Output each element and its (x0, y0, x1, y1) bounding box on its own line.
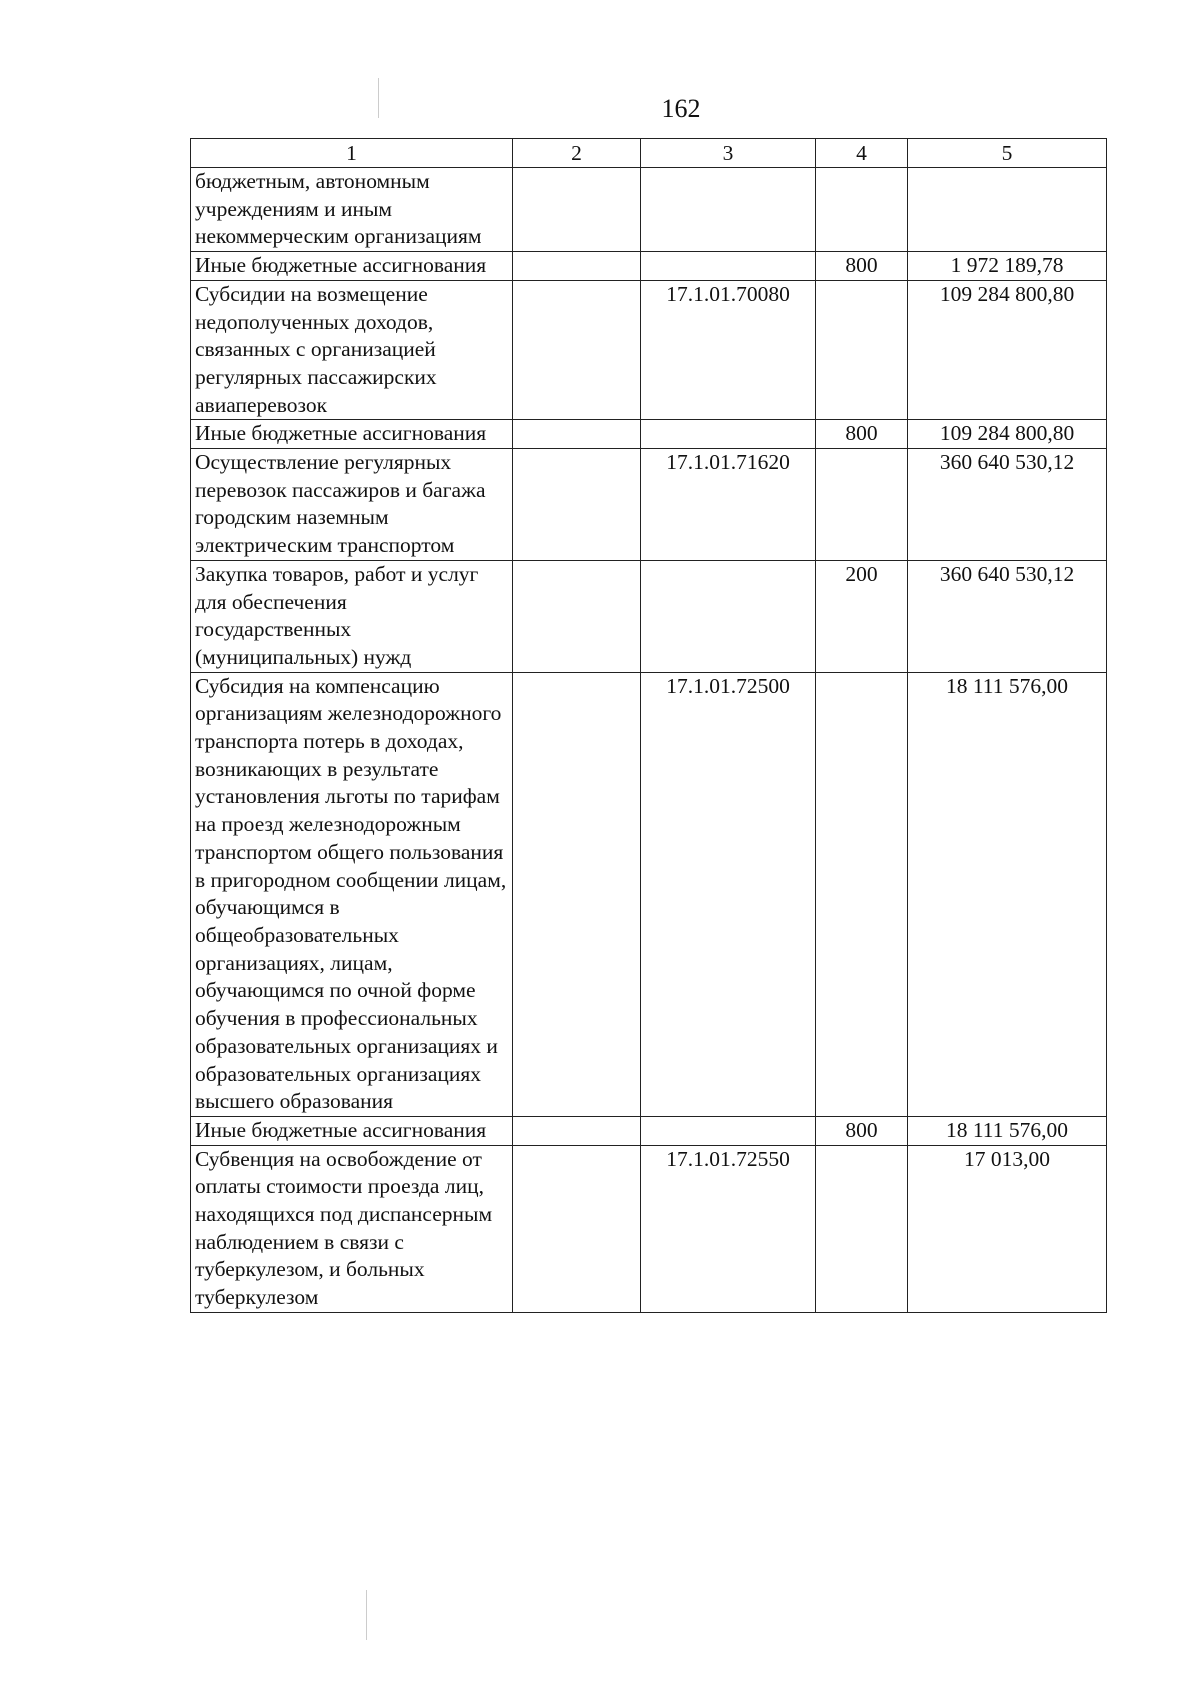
item-col2 (513, 449, 641, 561)
item-sum: 18 111 576,00 (908, 672, 1107, 1116)
column-header: 5 (908, 139, 1107, 168)
item-name: Осуществление регулярных перевозок пассажиров и багажа городским наземным электрическим транспортом (191, 449, 513, 561)
column-header: 2 (513, 139, 641, 168)
item-name: Субсидия на компенсацию организациям железнодорожного транспорта потерь в доходах, возникающих в результате установления льготы по тарифам на проезд железнодорожным транспортом общего пользования в пригородном сообщении лицам, обучающимся в общеобразовательных организациях, лицам, обучающимся по очной форме обучения в профессиональных образовательных организациях и образовательных организациях высшего образования (191, 672, 513, 1116)
item-name: Иные бюджетные ассигнования (191, 1116, 513, 1145)
item-sum (908, 168, 1107, 252)
item-expense-type (816, 168, 908, 252)
item-sum: 109 284 800,80 (908, 280, 1107, 420)
item-name: Субсидии на возмещение недополученных доходов, связанных с организацией регулярных пассажирских авиаперевозок (191, 280, 513, 420)
item-sum: 109 284 800,80 (908, 420, 1107, 449)
item-code (641, 560, 816, 672)
table-row (191, 1116, 1107, 1145)
budget-table (190, 138, 1107, 1313)
item-name: Иные бюджетные ассигнования (191, 252, 513, 281)
item-col2 (513, 252, 641, 281)
table-row (191, 449, 1107, 561)
item-sum: 360 640 530,12 (908, 560, 1107, 672)
item-expense-type (816, 672, 908, 1116)
table-row (191, 420, 1107, 449)
item-name: бюджетным, автономным учреждениям и иным некоммерческим организациям (191, 168, 513, 252)
item-col2 (513, 1116, 641, 1145)
item-col2 (513, 168, 641, 252)
item-expense-type: 800 (816, 1116, 908, 1145)
item-expense-type (816, 280, 908, 420)
item-col2 (513, 1145, 641, 1312)
table-row (191, 280, 1107, 420)
item-sum: 18 111 576,00 (908, 1116, 1107, 1145)
item-code (641, 420, 816, 449)
item-code (641, 252, 816, 281)
item-col2 (513, 672, 641, 1116)
item-name: Иные бюджетные ассигнования (191, 420, 513, 449)
page-number: 162 (661, 94, 701, 123)
item-name: Закупка товаров, работ и услуг для обеспечения государственных (муниципальных) нужд (191, 560, 513, 672)
item-code (641, 168, 816, 252)
column-header: 3 (641, 139, 816, 168)
item-expense-type: 800 (816, 420, 908, 449)
item-col2 (513, 560, 641, 672)
item-expense-type: 200 (816, 560, 908, 672)
item-code (641, 1116, 816, 1145)
column-header: 1 (191, 139, 513, 168)
item-expense-type (816, 449, 908, 561)
item-code: 17.1.01.72500 (641, 672, 816, 1116)
item-sum: 360 640 530,12 (908, 449, 1107, 561)
table-row (191, 252, 1107, 281)
item-col2 (513, 280, 641, 420)
scan-artifact (366, 1590, 367, 1640)
table-row (191, 560, 1107, 672)
table-row (191, 672, 1107, 1116)
item-code: 17.1.01.70080 (641, 280, 816, 420)
item-col2 (513, 420, 641, 449)
item-expense-type (816, 1145, 908, 1312)
header-row (191, 139, 1107, 168)
item-expense-type: 800 (816, 252, 908, 281)
item-code: 17.1.01.71620 (641, 449, 816, 561)
item-sum: 17 013,00 (908, 1145, 1107, 1312)
table-row (191, 1145, 1107, 1312)
item-code: 17.1.01.72550 (641, 1145, 816, 1312)
table-row (191, 168, 1107, 252)
column-header: 4 (816, 139, 908, 168)
item-name: Субвенция на освобождение от оплаты стоимости проезда лиц, находящихся под диспансерным наблюдением в связи с туберкулезом, и больных туберкулезом (191, 1145, 513, 1312)
item-sum: 1 972 189,78 (908, 252, 1107, 281)
